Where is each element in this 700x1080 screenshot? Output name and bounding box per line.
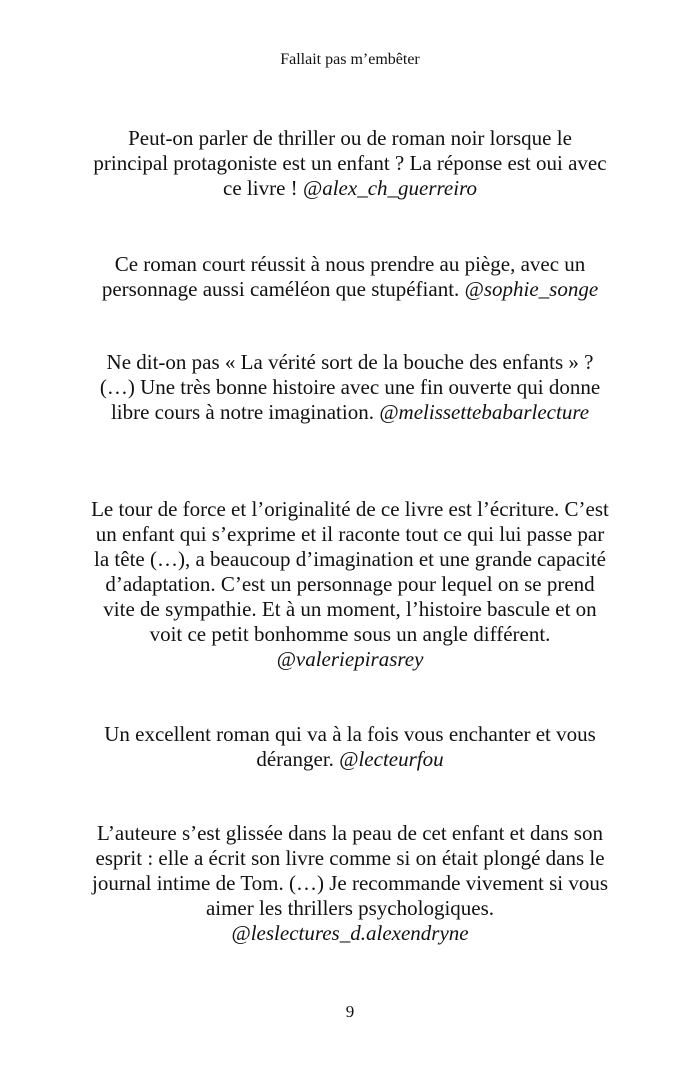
review-text: Le tour de force et l’originalité de ce livre est l’écriture. C’est un enfant qui s’exprime et il raconte tout ce qui lui passe par la tête (…), a beaucoup d’imagination et une grande capacité d’adaptation. C’est un personnage pour lequel on se prend vite de sympathie. Et à un moment, l’histoire bascule et on voit ce petit bonhomme sous un angle différent. [91,497,609,646]
review-handle: @melissettebabarlecture [379,400,590,424]
review-text: Ce roman court réussit à nous prendre au piège, avec un personnage aussi caméléon que stupéfiant. [101,252,586,301]
running-title: Fallait pas m’embêter [280,51,420,68]
review-quote [90,821,610,946]
review-quote [90,497,610,672]
page-number: 9 [345,1002,355,1021]
review-text: Ne dit-on pas « La vérité sort de la bouche des enfants » ? (…) Une très bonne histoire avec une fin ouverte qui donne libre cours à notre imagination. [99,350,601,424]
review-quote [90,722,610,772]
review-handle: @sophie_songe [464,277,599,301]
review-text: Peut-on parler de thriller ou de roman noir lorsque le principal protagoniste est un enfant ? La réponse est oui avec ce livre ! [93,126,607,200]
review-handle: @alex_ch_guerreiro [302,176,477,200]
review-text: Un excellent roman qui va à la fois vous enchanter et vous déranger. [104,722,596,771]
review-handle: @lecteurfou [339,747,444,771]
review-quote [90,252,610,302]
review-quote [90,350,610,425]
review-text: L’auteure s’est glissée dans la peau de cet enfant et dans son esprit : elle a écrit son livre comme si on était plongé dans le journal intime de Tom. (…) Je recommande vivement si vous aimer les thrillers psychologiques. [91,821,609,920]
review-handle: @leslectures_d.alexendryne [231,921,469,945]
review-quote [90,126,610,201]
review-handle: @valeriepirasrey [276,647,424,671]
